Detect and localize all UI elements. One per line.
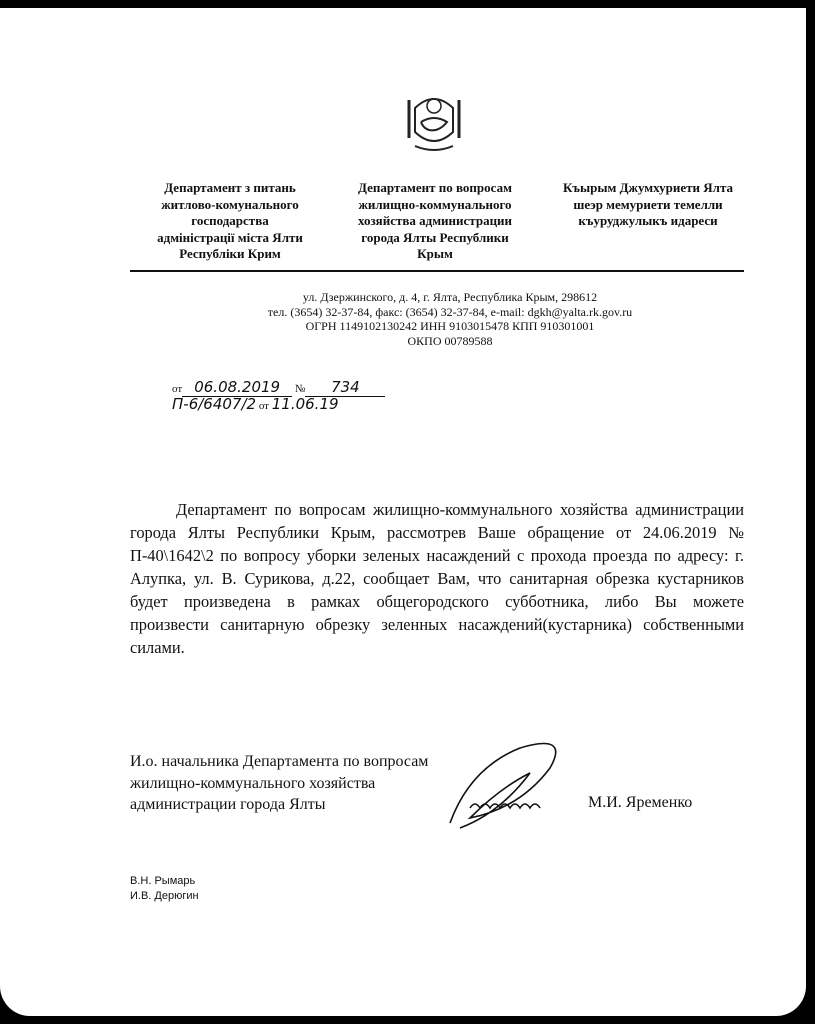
signatory-name: М.И. Яременко — [588, 794, 693, 811]
header-ukrainian: Департамент з питань житлово-комунального господарства адміністрації міста Ялти Республіки Крим — [157, 180, 303, 261]
header-crimean-tatar: Къырым Джумхуриети Ялта шеэр мемуриети темелли къуруджулыкъ идареси — [562, 180, 734, 228]
signatory-title: И.о. начальника Департамента по вопросам жилищно-коммунального хозяйства администрации города Ялты — [130, 753, 429, 813]
header-russian: Департамент по вопросам жилищно-коммунального хозяйства администрации города Ялты Республики Крым — [357, 180, 513, 261]
executors: В.Н. Рымарь И.В. Дерюгин — [130, 875, 199, 902]
letter-body: Департамент по вопросам жилищно-коммунального хозяйства администрации города Ялты Республики Крым, рассмотрев Ваше обращение от 24.06.2019 № П-40\1642\2 по вопросу уборки зеленых насаждений с прохода проезда по адресу: г. Алупка, ул. В. Сурикова, д.22, сообщает Вам, что санитарная обрезка кустарников будет произведена в рамках общегородского субботника, либо Вы можете произвести санитарную обрезку зеленных насаждений(кустарника) собственными силами. — [130, 500, 744, 657]
reference-block: от 06.08.2019 № 734 П-6/6407/2 от 11.06.19 — [172, 378, 385, 413]
header-divider — [130, 270, 744, 272]
letter-page — [0, 8, 806, 1016]
handwritten-signature — [430, 728, 580, 838]
coat-of-arms-emblem — [405, 88, 463, 154]
address-block: ул. Дзержинского, д. 4, г. Ялта, Республика Крым, 298612 тел. (3654) 32-37-84, факс: (3654) 32-37-84, e-mail: dgkh@yalta.rk.gov.ru ОГРН 1149102130242 ИНН 9103015478 КПП 910301001 ОКПО 00789588 — [267, 290, 633, 348]
